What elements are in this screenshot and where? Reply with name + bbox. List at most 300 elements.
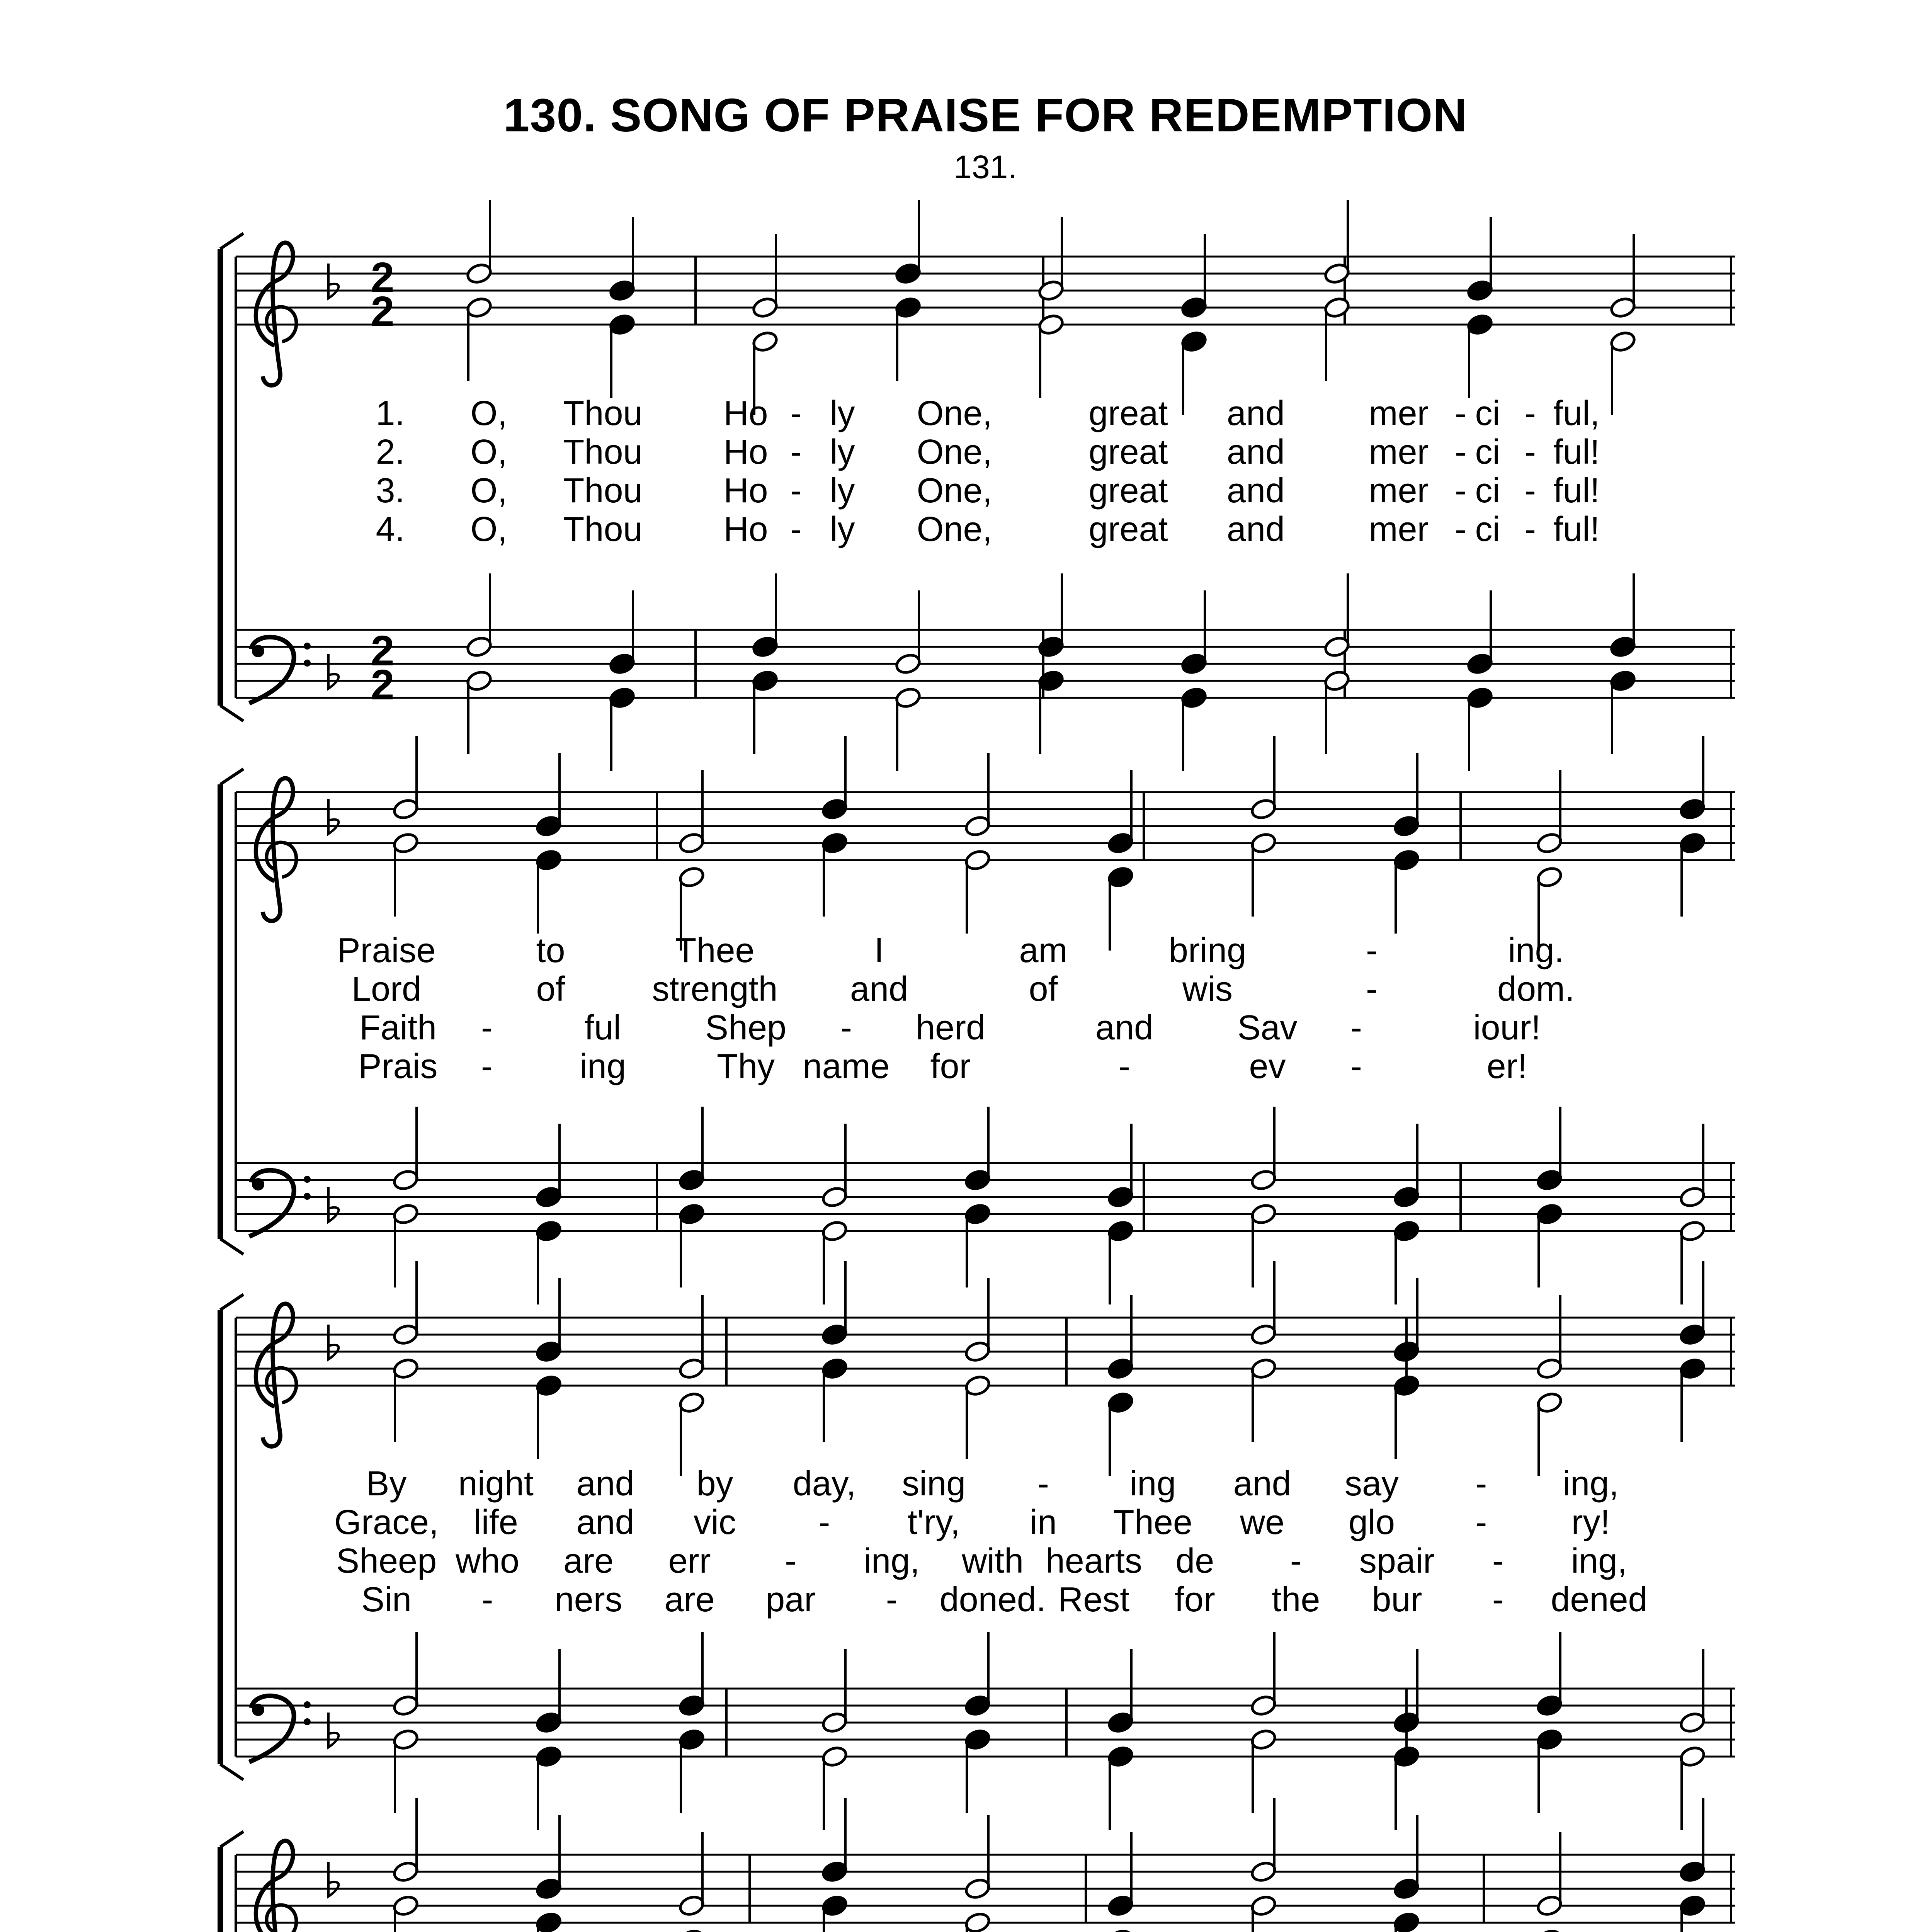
note-head: [1536, 832, 1563, 855]
note-head: [1107, 1185, 1134, 1209]
flat-icon: [328, 1187, 338, 1222]
lyric-syllable: doned.: [939, 1580, 1046, 1619]
treble-clef-curl: [267, 1905, 296, 1932]
note-head: [392, 798, 420, 821]
lyric-syllable: Prais: [358, 1047, 438, 1086]
note-head: [535, 1711, 563, 1734]
note-head: [678, 1357, 706, 1380]
note-head: [1250, 832, 1277, 855]
lyric-syllable: bring: [1168, 931, 1247, 970]
lyric-syllable: ing: [579, 1047, 626, 1086]
treble-clef-icon: [256, 1304, 293, 1446]
note-head: [752, 296, 779, 319]
note-head: [466, 296, 493, 319]
lyric-syllable: for: [930, 1047, 971, 1086]
bass-clef-dot: [304, 1193, 311, 1200]
note-head: [821, 798, 849, 821]
note-head: [1679, 1711, 1706, 1734]
hymn-subtitle: 131.: [954, 149, 1017, 185]
note-head: [1393, 1745, 1420, 1768]
lyric-syllable: Thy: [716, 1047, 775, 1086]
lyric-syllable: Thou: [563, 394, 643, 433]
lyric-syllable: with: [962, 1542, 1024, 1580]
lyric-syllable: I: [874, 931, 884, 970]
note-head: [821, 1185, 849, 1209]
note-head: [1180, 652, 1208, 675]
note-head: [964, 1728, 992, 1751]
note-head: [1679, 1357, 1706, 1380]
note-head: [392, 1694, 420, 1717]
note-head: [1466, 652, 1494, 675]
lyric-syllable: -: [1455, 471, 1466, 510]
lyric-syllable: -: [1475, 1503, 1487, 1542]
note-head: [609, 279, 636, 302]
lyric-syllable: -: [1455, 433, 1466, 471]
note-head: [392, 1202, 420, 1226]
bass-clef-dot: [304, 1176, 311, 1183]
note-head: [1536, 866, 1563, 889]
lyric-syllable: vic: [694, 1503, 736, 1542]
lyric-syllable: -: [1455, 394, 1466, 433]
note-head: [535, 1745, 563, 1768]
lyric-syllable: herd: [915, 1009, 986, 1047]
note-head: [1466, 686, 1494, 709]
lyric-syllable: glo: [1348, 1503, 1395, 1542]
bracket-top: [220, 769, 243, 784]
note-head: [1536, 1357, 1563, 1380]
flat-icon: [328, 1713, 338, 1747]
lyric-syllable: by: [696, 1464, 733, 1503]
note-head: [1679, 1860, 1706, 1883]
note-head: [392, 1323, 420, 1346]
note-head: [895, 686, 922, 709]
lyric-syllable: and: [1226, 510, 1285, 549]
note-head: [1679, 1745, 1706, 1768]
lyric-syllable: and: [1226, 471, 1285, 510]
note-head: [1609, 330, 1637, 353]
lyric-syllable: in: [1029, 1503, 1057, 1542]
note-head: [1250, 1357, 1277, 1380]
lyric-syllable: -: [1037, 1464, 1049, 1503]
note-head: [895, 262, 922, 285]
lyric-syllable: hearts: [1045, 1542, 1142, 1580]
time-signature-top: 2: [371, 254, 395, 301]
note-head: [1323, 296, 1351, 319]
lyric-syllable: O,: [470, 471, 507, 510]
bracket-bottom: [220, 706, 243, 721]
lyric-syllable: -: [1492, 1542, 1504, 1580]
note-head: [1393, 1877, 1420, 1900]
lyric-syllable: Sin: [361, 1580, 412, 1619]
lyric-syllable: -: [1492, 1580, 1504, 1619]
time-signature-bottom: 2: [371, 288, 395, 335]
lyric-syllable: Shep: [705, 1009, 787, 1047]
lyric-syllable: ci: [1475, 433, 1500, 471]
note-head: [895, 296, 922, 319]
lyric-syllable: are: [664, 1580, 715, 1619]
lyric-syllable: great: [1088, 394, 1168, 433]
lyric-syllable: spair: [1359, 1542, 1435, 1580]
lyric-syllable: we: [1240, 1503, 1285, 1542]
time-signature-bottom: 2: [371, 661, 395, 709]
bracket-bottom: [220, 1239, 243, 1254]
lyric-syllable: are: [563, 1542, 614, 1580]
lyric-syllable: -: [1524, 394, 1536, 433]
note-head: [1393, 1219, 1420, 1243]
note-head: [1107, 866, 1134, 889]
note-head: [1393, 1340, 1420, 1363]
lyric-syllable: -: [886, 1580, 898, 1619]
lyric-syllable: ful!: [1553, 510, 1600, 549]
flat-icon: [328, 264, 338, 298]
flat-icon: [328, 1325, 338, 1359]
note-head: [1037, 635, 1065, 658]
note-head: [1466, 279, 1494, 302]
bass-clef-dot: [252, 1178, 264, 1190]
lyric-syllable: say: [1344, 1464, 1399, 1503]
lyric-syllable: Ho: [723, 394, 768, 433]
lyric-syllable: -: [790, 394, 802, 433]
lyric-syllable: Sav: [1237, 1009, 1298, 1047]
lyric-syllable: strength: [652, 970, 778, 1009]
note-head: [535, 1911, 563, 1932]
lyric-syllable: night: [458, 1464, 534, 1503]
note-head: [1250, 1894, 1277, 1917]
note-head: [535, 1219, 563, 1243]
note-head: [609, 686, 636, 709]
note-head: [1679, 1219, 1706, 1243]
lyric-syllable: great: [1088, 433, 1168, 471]
lyric-syllable: -: [818, 1503, 830, 1542]
lyric-syllable: and: [850, 970, 908, 1009]
note-head: [821, 832, 849, 855]
lyric-syllable: de: [1175, 1542, 1214, 1580]
note-head: [678, 1694, 706, 1717]
note-head: [895, 652, 922, 675]
lyric-syllable: life: [473, 1503, 518, 1542]
lyric-syllable: dened: [1551, 1580, 1648, 1619]
note-head: [1323, 669, 1351, 692]
note-head: [1107, 1391, 1134, 1414]
lyric-syllable: -: [790, 471, 802, 510]
lyric-syllable: Ho: [723, 433, 768, 471]
lyric-syllable: and: [576, 1464, 634, 1503]
lyric-syllable: -: [481, 1009, 493, 1047]
note-head: [964, 1340, 992, 1363]
lyric-syllable: ing,: [864, 1542, 920, 1580]
treble-clef-icon: [256, 778, 293, 921]
lyric-syllable: of: [1029, 970, 1058, 1009]
lyric-syllable: ing,: [1563, 1464, 1619, 1503]
lyric-syllable: -: [1290, 1542, 1302, 1580]
lyric-syllable: great: [1088, 471, 1168, 510]
lyric-syllable: mer: [1369, 510, 1429, 549]
hymn-title: 130. SONG OF PRAISE FOR REDEMPTION: [503, 89, 1468, 141]
lyric-syllable: -: [1524, 471, 1536, 510]
note-head: [466, 669, 493, 692]
lyric-syllable: O,: [470, 394, 507, 433]
lyric-syllable: wis: [1182, 970, 1233, 1009]
lyric-syllable: Rest: [1058, 1580, 1130, 1619]
bass-clef-dot: [252, 645, 264, 657]
note-head: [1107, 1357, 1134, 1380]
lyric-syllable: ci: [1475, 471, 1500, 510]
note-head: [964, 815, 992, 838]
note-head: [1250, 1694, 1277, 1717]
note-head: [1107, 1745, 1134, 1768]
lyric-syllable: Thee: [1113, 1503, 1192, 1542]
lyric-syllable: -: [1366, 970, 1378, 1009]
note-head: [535, 1374, 563, 1397]
lyric-syllable: Grace,: [334, 1503, 439, 1542]
lyric-syllable: Praise: [337, 931, 436, 970]
lyric-syllable: err: [668, 1542, 711, 1580]
note-head: [1536, 1391, 1563, 1414]
note-head: [1393, 1711, 1420, 1734]
lyric-syllable: One,: [917, 510, 992, 549]
lyric-syllable: ful,: [1553, 394, 1600, 433]
note-head: [964, 1911, 992, 1932]
treble-staff: [236, 257, 1735, 325]
lyric-syllable: -: [1524, 433, 1536, 471]
note-head: [821, 1894, 849, 1917]
lyric-syllable: By: [366, 1464, 407, 1503]
note-head: [1250, 1323, 1277, 1346]
note-head: [964, 1694, 992, 1717]
lyric-syllable: -: [1524, 510, 1536, 549]
lyric-syllable: ful!: [1553, 433, 1600, 471]
note-head: [964, 1168, 992, 1192]
note-head: [392, 1357, 420, 1380]
note-head: [1107, 1219, 1134, 1243]
lyric-syllable: mer: [1369, 433, 1429, 471]
note-head: [1037, 279, 1065, 302]
lyric-syllable: mer: [1369, 394, 1429, 433]
note-head: [821, 1711, 849, 1734]
bracket-top: [220, 233, 243, 249]
note-head: [752, 635, 779, 658]
note-head: [1536, 1928, 1563, 1932]
note-head: [1037, 669, 1065, 692]
note-head: [821, 1323, 849, 1346]
note-head: [678, 1928, 706, 1932]
bracket-bottom: [220, 1764, 243, 1780]
note-head: [821, 1357, 849, 1380]
note-head: [1393, 815, 1420, 838]
note-head: [1250, 1202, 1277, 1226]
lyric-syllable: Thee: [675, 931, 755, 970]
flat-icon: [328, 799, 338, 834]
lyric-syllable: -: [1350, 1047, 1362, 1086]
note-head: [535, 1340, 563, 1363]
note-head: [1679, 832, 1706, 855]
lyric-syllable: -: [840, 1009, 852, 1047]
note-head: [964, 1374, 992, 1397]
note-head: [466, 635, 493, 658]
lyric-syllable: er!: [1486, 1047, 1527, 1086]
note-head: [392, 1894, 420, 1917]
lyric-syllable: day,: [793, 1464, 856, 1503]
note-head: [1536, 1894, 1563, 1917]
note-head: [1107, 1928, 1134, 1932]
lyric-syllable: Ho: [723, 510, 768, 549]
lyric-syllable: 3.: [376, 471, 405, 510]
note-head: [678, 1202, 706, 1226]
lyric-syllable: ing.: [1508, 931, 1564, 970]
note-head: [1037, 313, 1065, 336]
bass-clef-dot: [304, 660, 311, 667]
lyric-syllable: 4.: [376, 510, 405, 549]
lyric-syllable: sing: [902, 1464, 966, 1503]
lyric-syllable: Lord: [351, 970, 422, 1009]
note-head: [1393, 1185, 1420, 1209]
note-head: [535, 849, 563, 872]
lyric-syllable: 1.: [376, 394, 405, 433]
lyric-syllable: -: [481, 1047, 493, 1086]
note-head: [1250, 1728, 1277, 1751]
note-head: [821, 1219, 849, 1243]
lyric-syllable: ci: [1475, 510, 1500, 549]
lyric-syllable: One,: [917, 433, 992, 471]
note-head: [1393, 1374, 1420, 1397]
lyric-syllable: Ho: [723, 471, 768, 510]
note-head: [1323, 635, 1351, 658]
lyric-syllable: Thou: [563, 510, 643, 549]
note-head: [752, 330, 779, 353]
note-head: [1536, 1168, 1563, 1192]
lyric-syllable: O,: [470, 433, 507, 471]
note-head: [964, 1202, 992, 1226]
note-head: [1609, 296, 1637, 319]
note-head: [678, 832, 706, 855]
flat-icon: [328, 1862, 338, 1896]
note-head: [821, 1745, 849, 1768]
note-head: [1323, 262, 1351, 285]
note-head: [609, 313, 636, 336]
lyric-syllable: -: [1475, 1464, 1487, 1503]
lyric-syllable: iour!: [1473, 1009, 1541, 1047]
lyric-syllable: One,: [917, 394, 992, 433]
note-head: [535, 1877, 563, 1900]
lyric-syllable: the: [1272, 1580, 1320, 1619]
note-head: [1393, 1911, 1420, 1932]
lyric-syllable: One,: [917, 471, 992, 510]
bracket-top: [220, 1832, 243, 1847]
lyric-syllable: -: [481, 1580, 493, 1619]
lyric-syllable: ly: [830, 471, 855, 510]
note-head: [466, 262, 493, 285]
lyric-syllable: Thou: [563, 471, 643, 510]
lyric-syllable: ci: [1475, 394, 1500, 433]
lyric-syllable: ful!: [1553, 471, 1600, 510]
bass-clef-dot: [304, 1701, 311, 1708]
bass-clef-dot: [304, 643, 311, 650]
bracket-top: [220, 1294, 243, 1310]
lyric-syllable: ry!: [1571, 1503, 1610, 1542]
lyric-syllable: of: [536, 970, 565, 1009]
note-head: [1107, 1894, 1134, 1917]
note-head: [1536, 1728, 1563, 1751]
lyric-syllable: t'ry,: [907, 1503, 960, 1542]
lyric-syllable: ful: [584, 1009, 621, 1047]
lyric-syllable: ev: [1249, 1047, 1286, 1086]
note-head: [752, 669, 779, 692]
note-head: [1679, 798, 1706, 821]
note-head: [1180, 330, 1208, 353]
note-head: [1466, 313, 1494, 336]
lyric-syllable: great: [1088, 510, 1168, 549]
bass-clef-dot: [304, 1718, 311, 1725]
note-head: [1609, 635, 1637, 658]
note-head: [1609, 669, 1637, 692]
note-head: [678, 1391, 706, 1414]
lyric-syllable: Sheep: [336, 1542, 437, 1580]
note-head: [1679, 1894, 1706, 1917]
lyric-syllable: and: [576, 1503, 634, 1542]
lyric-syllable: name: [803, 1047, 890, 1086]
note-head: [964, 849, 992, 872]
lyric-syllable: ly: [830, 510, 855, 549]
lyric-syllable: Faith: [359, 1009, 437, 1047]
lyric-syllable: to: [536, 931, 565, 970]
note-head: [535, 1185, 563, 1209]
note-head: [678, 1894, 706, 1917]
lyric-syllable: am: [1019, 931, 1068, 970]
note-head: [1393, 849, 1420, 872]
lyric-syllable: bur: [1372, 1580, 1422, 1619]
lyric-syllable: and: [1233, 1464, 1291, 1503]
note-head: [1250, 1860, 1277, 1883]
note-head: [678, 866, 706, 889]
lyric-syllable: -: [1455, 510, 1466, 549]
note-head: [1536, 1202, 1563, 1226]
lyric-syllable: 2.: [376, 433, 405, 471]
note-head: [1536, 1694, 1563, 1717]
note-head: [821, 1860, 849, 1883]
lyric-syllable: and: [1095, 1009, 1154, 1047]
note-head: [678, 1728, 706, 1751]
lyric-syllable: par: [765, 1580, 816, 1619]
treble-clef-icon: [256, 243, 293, 385]
note-head: [392, 1728, 420, 1751]
lyric-syllable: -: [785, 1542, 797, 1580]
lyric-syllable: and: [1226, 394, 1285, 433]
lyric-syllable: mer: [1369, 471, 1429, 510]
lyric-syllable: who: [455, 1542, 520, 1580]
note-head: [1679, 1185, 1706, 1209]
lyric-syllable: and: [1226, 433, 1285, 471]
bass-clef-dot: [252, 1704, 264, 1716]
note-head: [392, 1168, 420, 1192]
note-head: [609, 652, 636, 675]
lyric-syllable: -: [790, 510, 802, 549]
lyric-syllable: ly: [830, 394, 855, 433]
note-head: [678, 1168, 706, 1192]
note-head: [392, 1860, 420, 1883]
note-head: [535, 815, 563, 838]
lyric-syllable: Thou: [563, 433, 643, 471]
time-signature-top: 2: [371, 627, 395, 675]
note-head: [1250, 1168, 1277, 1192]
lyric-syllable: -: [1366, 931, 1378, 970]
lyric-syllable: dom.: [1497, 970, 1575, 1009]
note-head: [392, 832, 420, 855]
flat-icon: [328, 654, 338, 689]
lyric-syllable: ly: [830, 433, 855, 471]
note-head: [1107, 832, 1134, 855]
bass-staff: [236, 630, 1735, 698]
lyric-syllable: -: [1350, 1009, 1362, 1047]
